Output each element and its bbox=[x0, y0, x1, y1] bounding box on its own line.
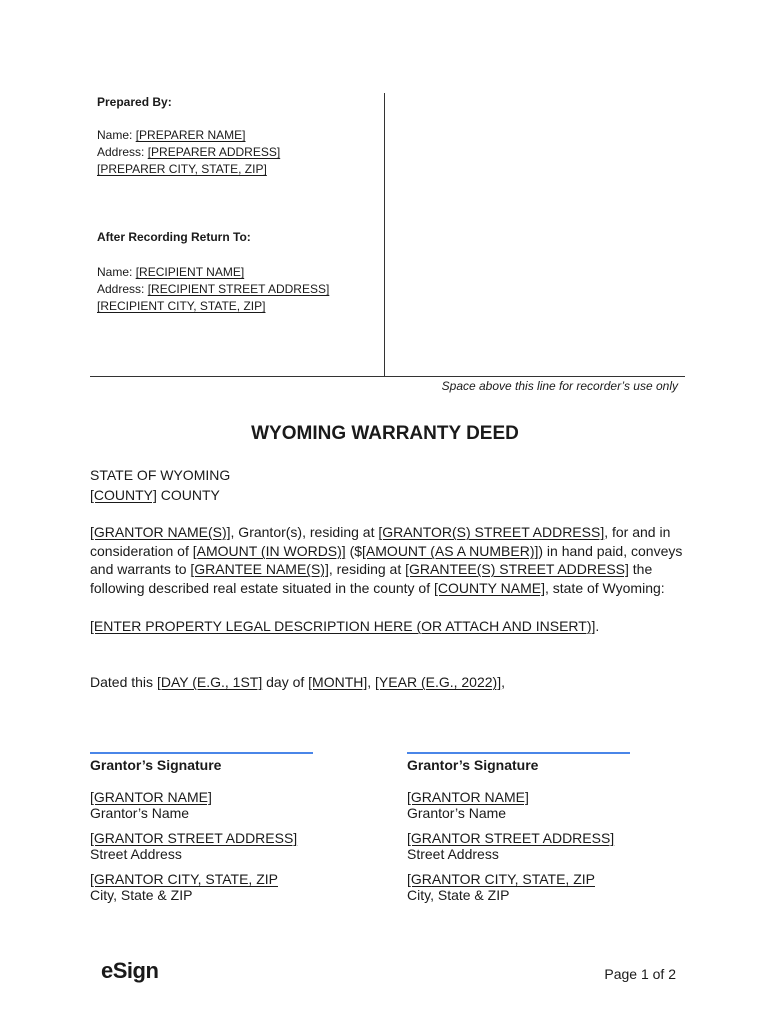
grantor-city-caption-right: City, State & ZIP bbox=[407, 887, 510, 903]
conveyance-text: ($ bbox=[345, 543, 363, 559]
grantor-city-field-right[interactable]: [GRANTOR CITY, STATE, ZIP bbox=[407, 871, 595, 887]
recorder-note: Space above this line for recorder’s use only bbox=[441, 379, 678, 393]
conveyance-line-1 bbox=[90, 523, 670, 542]
grantor-names-field[interactable]: [GRANTOR NAME(S)] bbox=[90, 524, 231, 540]
conveyance-text: , residing at bbox=[328, 561, 406, 577]
conveyance-text: , state of Wyoming: bbox=[544, 580, 665, 596]
grantor-city-field-left[interactable]: [GRANTOR CITY, STATE, ZIP bbox=[90, 871, 278, 887]
signature-line-left[interactable] bbox=[90, 752, 313, 754]
grantor-name-field-left[interactable]: [GRANTOR NAME] bbox=[90, 789, 212, 805]
grantor-address-caption-left: Street Address bbox=[90, 846, 182, 862]
dated-text: Dated this bbox=[90, 674, 157, 690]
conveyance-line-3 bbox=[90, 560, 652, 579]
esign-logo: eSign bbox=[101, 958, 159, 983]
preparer-address-field[interactable]: [PREPARER ADDRESS] bbox=[147, 145, 281, 159]
grantor-name-field-right[interactable]: [GRANTOR NAME] bbox=[407, 789, 529, 805]
document-title: WYOMING WARRANTY DEED bbox=[251, 423, 519, 444]
signature-line-right[interactable] bbox=[407, 752, 630, 754]
dated-text: , bbox=[501, 674, 505, 690]
legal-description-line bbox=[90, 617, 599, 636]
year-field[interactable]: [YEAR (E.G., 2022)] bbox=[375, 674, 502, 690]
conveyance-text: consideration of bbox=[90, 543, 193, 559]
grantor-name-caption-right: Grantor’s Name bbox=[407, 805, 507, 821]
conveyance-text: and warrants to bbox=[90, 561, 191, 577]
grantor-city-caption-left: City, State & ZIP bbox=[90, 887, 193, 903]
recipient-name-line bbox=[97, 264, 244, 281]
day-field[interactable]: [DAY (E.G., 1ST] bbox=[156, 674, 263, 690]
amount-number-field[interactable]: [AMOUNT (AS A NUMBER)] bbox=[362, 543, 539, 559]
preparer-name-field[interactable]: [PREPARER NAME] bbox=[135, 128, 246, 142]
grantee-address-field[interactable]: [GRANTEE(S) STREET ADDRESS] bbox=[405, 561, 629, 577]
prepared-by-label: Prepared By: bbox=[97, 95, 172, 109]
recipient-address-label: Address: bbox=[97, 282, 145, 296]
page-number: Page 1 of 2 bbox=[604, 966, 676, 982]
recipient-address-field[interactable]: [RECIPIENT STREET ADDRESS] bbox=[147, 282, 330, 296]
grantor-name-caption-left: Grantor’s Name bbox=[90, 805, 190, 821]
conveyance-text: ) in hand paid, conveys bbox=[538, 543, 683, 559]
conveyance-text: following described real estate situated in the county of bbox=[90, 580, 434, 596]
grantee-names-field[interactable]: [GRANTEE NAME(S)] bbox=[190, 561, 329, 577]
conveyance-text: , Grantor(s), residing at bbox=[230, 524, 379, 540]
recorder-line bbox=[90, 376, 685, 377]
legal-description-suffix: . bbox=[595, 618, 600, 634]
signature-label-right: Grantor’s Signature bbox=[407, 757, 539, 773]
amount-words-field[interactable]: [AMOUNT (IN WORDS)] bbox=[192, 543, 346, 559]
county-field[interactable]: [COUNTY] bbox=[90, 487, 157, 503]
conveyance-text: the bbox=[628, 561, 653, 577]
month-field[interactable]: [MONTH] bbox=[308, 674, 368, 690]
conveyance-line-4 bbox=[90, 579, 665, 598]
recipient-name-field[interactable]: [RECIPIENT NAME] bbox=[135, 265, 245, 279]
recipient-address-line bbox=[97, 281, 329, 298]
preparer-address-label: Address: bbox=[97, 145, 145, 159]
preparer-address-line bbox=[97, 144, 280, 161]
preparer-name-label: Name: bbox=[97, 128, 133, 142]
conveyance-text: , for and in bbox=[604, 524, 671, 540]
dated-text: day of bbox=[262, 674, 309, 690]
county-name-field[interactable]: [COUNTY NAME] bbox=[433, 580, 545, 596]
return-to-label: After Recording Return To: bbox=[97, 230, 251, 244]
grantor-address-caption-right: Street Address bbox=[407, 846, 499, 862]
dated-line bbox=[90, 673, 505, 692]
state-line: STATE OF WYOMING bbox=[90, 467, 231, 483]
grantor-address-field-left[interactable]: [GRANTOR STREET ADDRESS] bbox=[90, 830, 298, 846]
dated-text: , bbox=[367, 674, 376, 690]
conveyance-line-2 bbox=[90, 542, 682, 561]
signature-label-left: Grantor’s Signature bbox=[90, 757, 222, 773]
legal-description-field[interactable]: [ENTER PROPERTY LEGAL DESCRIPTION HERE (OR ATTACH AND INSERT)] bbox=[90, 618, 596, 634]
recipient-city-field[interactable]: [RECIPIENT CITY, STATE, ZIP] bbox=[97, 299, 266, 313]
grantor-address-field[interactable]: [GRANTOR(S) STREET ADDRESS] bbox=[378, 524, 605, 540]
header-divider-vertical bbox=[384, 93, 385, 377]
preparer-name-line bbox=[97, 127, 246, 144]
county-suffix: COUNTY bbox=[156, 487, 220, 503]
grantor-address-field-right[interactable]: [GRANTOR STREET ADDRESS] bbox=[407, 830, 615, 846]
preparer-city-field[interactable]: [PREPARER CITY, STATE, ZIP] bbox=[97, 162, 267, 176]
county-line bbox=[90, 486, 220, 505]
recipient-name-label: Name: bbox=[97, 265, 133, 279]
